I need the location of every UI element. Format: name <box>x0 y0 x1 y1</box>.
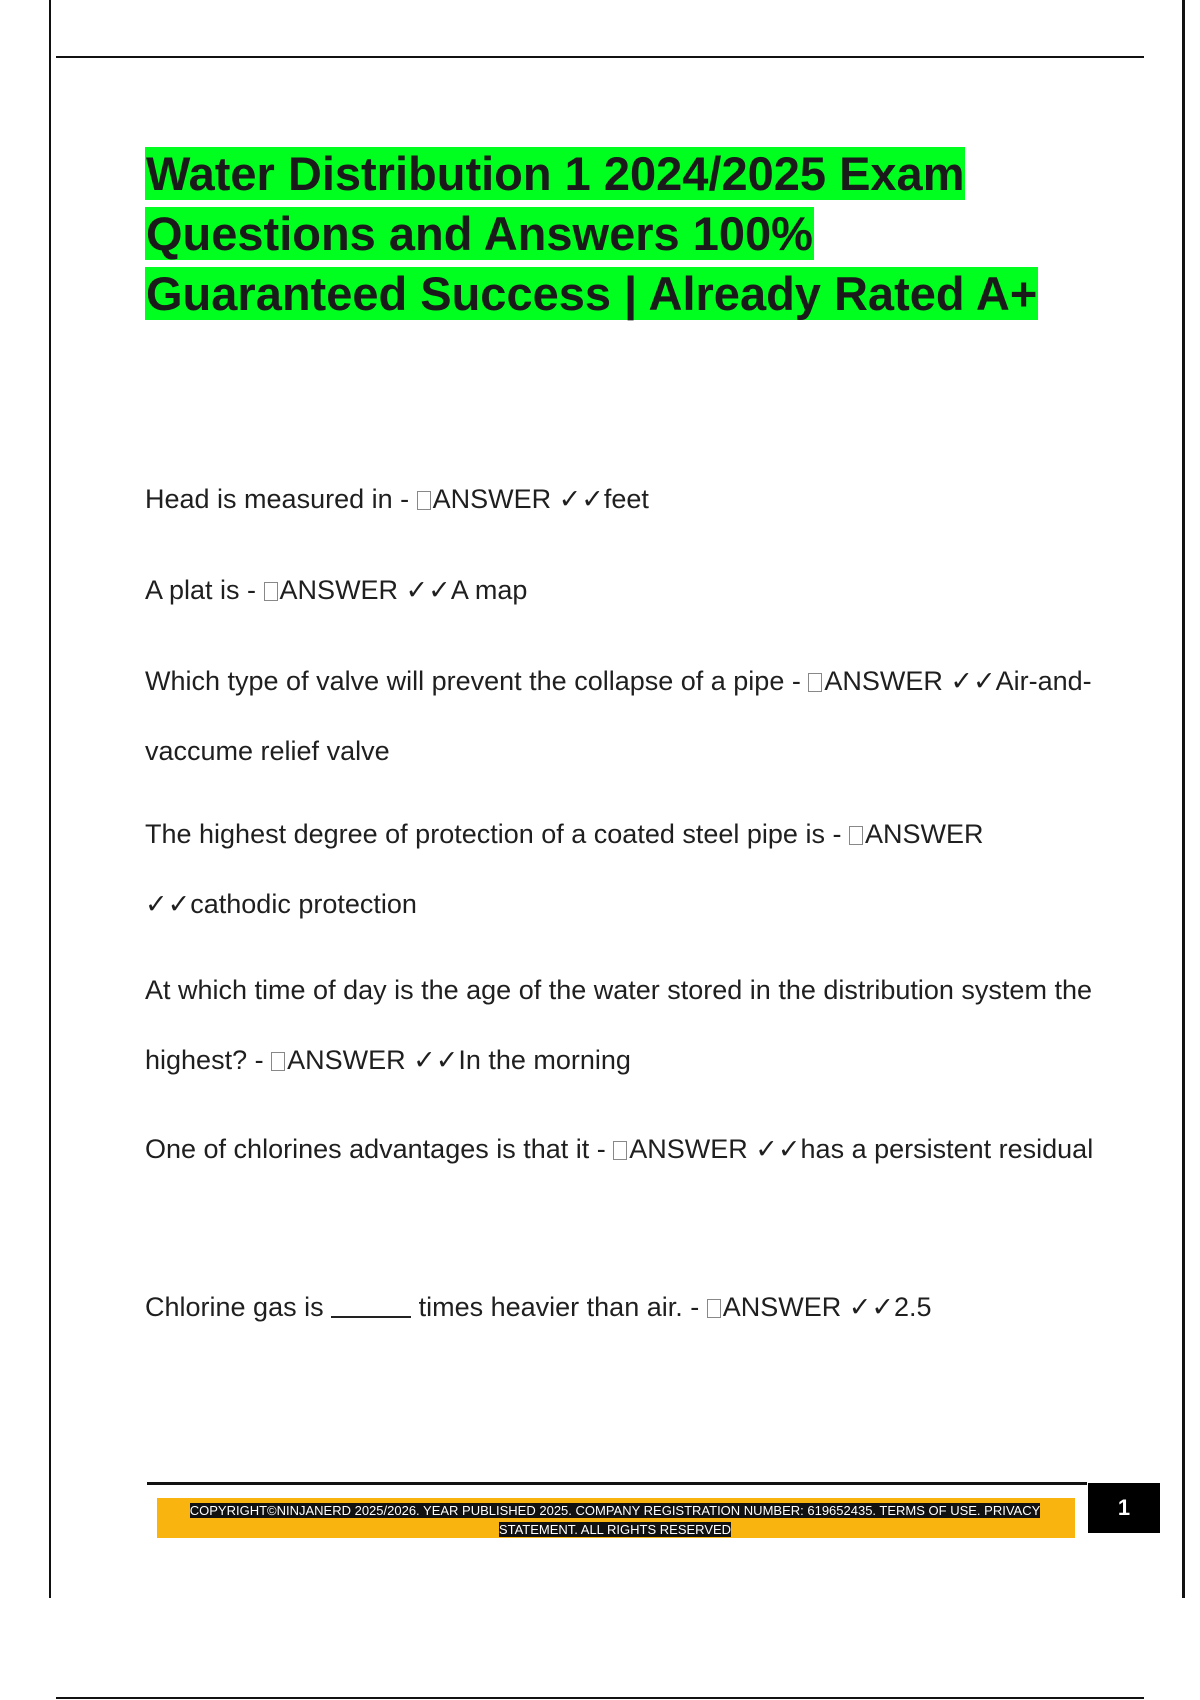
fill-in-blank <box>331 1316 411 1318</box>
answer-marker: ANSWER ✓✓ <box>432 484 604 514</box>
placeholder-box-icon <box>271 1052 285 1071</box>
qa-item-2 <box>145 555 1095 625</box>
placeholder-box-icon <box>849 826 863 845</box>
answer-marker: ANSWER ✓✓ <box>824 666 996 696</box>
qa-item-3 <box>145 646 1095 786</box>
qa-item-4 <box>145 799 1095 939</box>
footer-rule <box>147 1482 1087 1485</box>
question-text: The highest degree of protection of a coated steel pipe is - <box>145 819 849 849</box>
qa-item-6 <box>145 1114 1095 1184</box>
placeholder-box-icon <box>613 1141 627 1160</box>
question-text: Which type of valve will prevent the collapse of a pipe - <box>145 666 809 696</box>
answer-text: has a persistent residual <box>800 1134 1094 1164</box>
title-line-1: Water Distribution 1 2024/2025 Exam <box>146 147 965 200</box>
page-number: 1 <box>1088 1483 1160 1533</box>
answer-text: feet <box>603 484 649 514</box>
next-page-rule <box>56 1697 1144 1699</box>
qa-item-5 <box>145 955 1095 1095</box>
placeholder-box-icon <box>417 491 431 510</box>
answer-text: cathodic protection <box>190 889 417 919</box>
answer-text: In the morning <box>458 1045 631 1075</box>
answer-text: Air-and-vaccume relief valve <box>145 666 1092 766</box>
question-text: One of chlorines advantages is that it - <box>145 1134 614 1164</box>
qa-item-1 <box>145 464 1095 534</box>
question-text: A plat is - <box>145 575 264 605</box>
question-text: Chlorine gas is <box>145 1292 332 1322</box>
title-line-3: Guaranteed Success | Already Rated A+ <box>146 267 1038 320</box>
answer-marker: ANSWER ✓✓ <box>722 1292 894 1322</box>
answer-marker: ANSWER ✓✓ <box>287 1045 459 1075</box>
title-line-2: Questions and Answers 100% <box>146 207 813 260</box>
placeholder-box-icon <box>264 582 278 601</box>
copyright-text: COPYRIGHT©NINJANERD 2025/2026. YEAR PUBLISHED 2025. COMPANY REGISTRATION NUMBER: 619652435. TERMS OF USE. PRIVACY STATEMENT. ALL RIGHTS RESERVED <box>189 1503 1041 1537</box>
question-text: At which time of day is the age of the water stored in the distribution system the highest? - <box>145 975 1092 1075</box>
answer-marker: ANSWER ✓✓ <box>279 575 451 605</box>
header-rule <box>56 56 1144 58</box>
placeholder-box-icon <box>707 1299 721 1318</box>
answer-text: A map <box>450 575 528 605</box>
page-border-left <box>49 0 51 1598</box>
qa-item-7 <box>145 1272 1095 1342</box>
answer-text: 2.5 <box>894 1292 932 1322</box>
question-text: Head is measured in - <box>145 484 417 514</box>
question-text-cont: times heavier than air. - <box>411 1292 707 1322</box>
document-title <box>145 144 1105 324</box>
placeholder-box-icon <box>808 673 822 692</box>
copyright-notice <box>170 1501 1060 1539</box>
answer-marker: ANSWER ✓✓ <box>629 1134 801 1164</box>
page-border-right <box>1182 0 1185 1598</box>
answer-marker: ANSWER ✓✓ <box>145 819 984 919</box>
